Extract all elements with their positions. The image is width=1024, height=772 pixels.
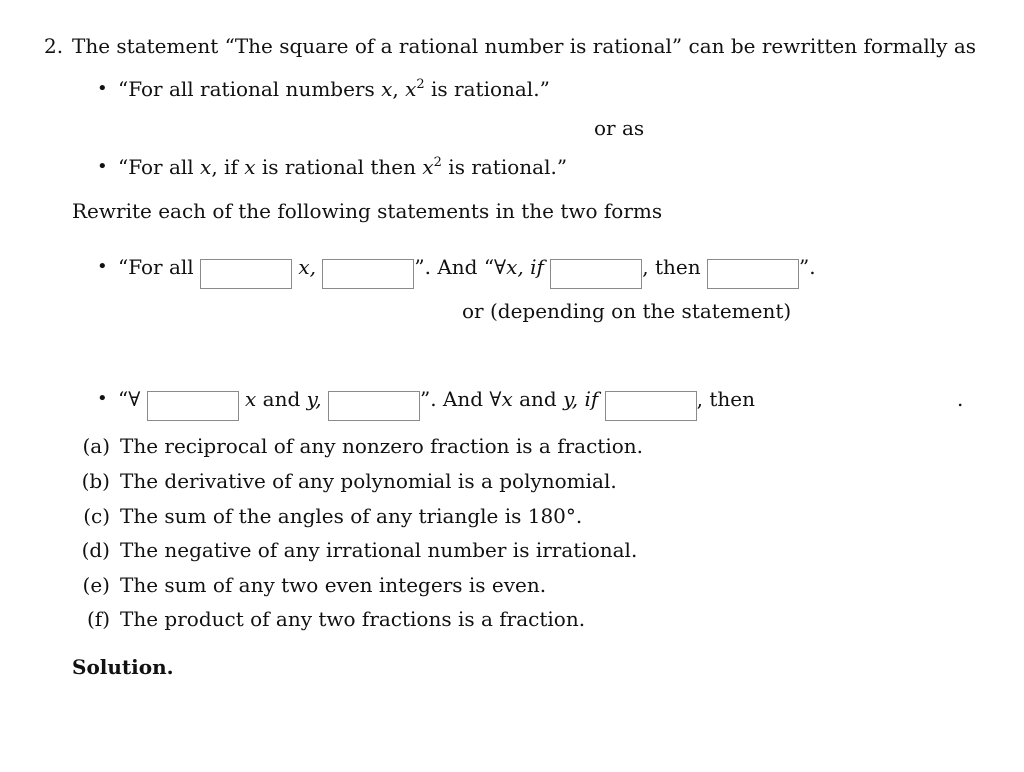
item-text: The sum of the angles of any triangle is 180°. [120, 504, 583, 528]
blank-conclusion-1[interactable] [707, 259, 799, 289]
item-text: The reciprocal of any nonzero fraction is a fraction. [120, 434, 643, 458]
blank-property-2[interactable] [328, 391, 420, 421]
or-depending-text: or (depending on the statement) [462, 299, 792, 323]
or-as-text: or as [594, 116, 645, 140]
rewrite-instruction: Rewrite each of the following statements in the two forms [72, 199, 663, 223]
solution-heading: Solution. [72, 655, 174, 679]
trailing-period: . [957, 387, 964, 411]
problem-intro: The statement “The square of a rational number is rational” can be rewritten formally as [72, 34, 977, 58]
bullet: • [97, 388, 108, 409]
form1-statement: “For all rational numbers x, $x^2$ is rational.” [118, 77, 550, 101]
item-text: The product of any two fractions is a fraction. [120, 607, 586, 631]
item-label: (d) [81, 538, 110, 562]
item-text: The negative of any irrational number is irrational. [120, 538, 638, 562]
item-label: (e) [82, 573, 110, 597]
bullet: • [97, 156, 108, 177]
item-label: (f) [86, 607, 110, 631]
blank-property-1[interactable] [322, 259, 414, 289]
blank-hypothesis-2[interactable] [605, 391, 697, 421]
item-text: The sum of any two even integers is even. [120, 573, 547, 597]
blank-domain-1[interactable] [200, 259, 292, 289]
template1-line: “For all x, ”. And “∀x, if , then ”. [118, 255, 816, 289]
form2-statement: “For all x, if x is rational then $x^2$ is rational.” [118, 155, 568, 179]
blank-domain-2[interactable] [147, 391, 239, 421]
blank-hypothesis-1[interactable] [550, 259, 642, 289]
problem-number: 2. [44, 34, 64, 58]
template2-line: “∀ x and y, ”. And ∀x and y, if , then [118, 387, 755, 421]
bullet: • [97, 78, 108, 99]
item-text: The derivative of any polynomial is a polynomial. [120, 469, 617, 493]
item-label: (a) [82, 434, 110, 458]
bullet: • [97, 256, 108, 277]
item-label: (c) [83, 504, 110, 528]
item-label: (b) [81, 469, 110, 493]
